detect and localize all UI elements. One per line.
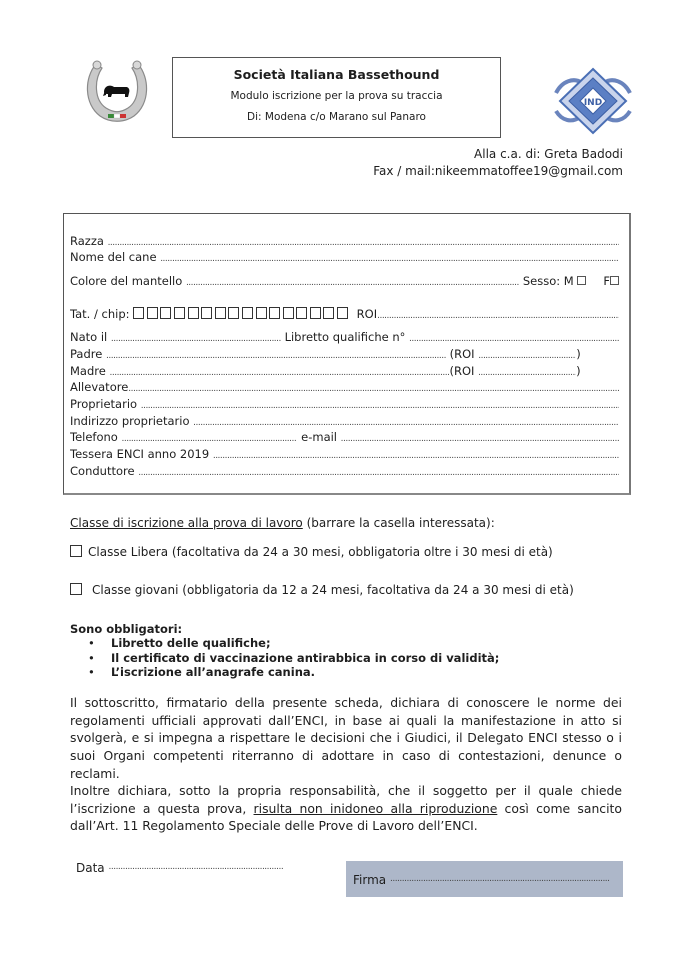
label-proprietario: Proprietario xyxy=(70,397,138,411)
chip-digit-box[interactable] xyxy=(215,307,226,319)
form-subtitle: Modulo iscrizione per la prova su traccia xyxy=(230,90,443,102)
field-nato-libretto[interactable] xyxy=(70,330,619,344)
option-classe-giovani[interactable] xyxy=(70,583,574,597)
label-sesso-f: F xyxy=(603,274,610,288)
requirements-heading: Sono obbligatori: xyxy=(70,622,183,636)
chip-digit-box[interactable] xyxy=(228,307,239,319)
chip-digit-box[interactable] xyxy=(174,307,185,319)
chip-digit-box[interactable] xyxy=(323,307,334,319)
chip-input-boxes[interactable] xyxy=(133,307,351,321)
input-conduttore[interactable] xyxy=(138,468,619,478)
field-colore-sesso[interactable] xyxy=(70,274,619,288)
input-libretto[interactable] xyxy=(409,334,619,344)
label-madre: Madre xyxy=(70,364,106,378)
field-telefono-email[interactable] xyxy=(70,430,619,444)
input-razza[interactable] xyxy=(108,238,619,248)
organization-title: Società Italiana Bassethound xyxy=(233,67,440,82)
dog-info-form xyxy=(63,213,631,495)
label-conduttore: Conduttore xyxy=(70,464,135,478)
label-razza: Razza xyxy=(70,234,104,248)
classe-heading-underlined: Classe di iscrizione alla prova di lavoro xyxy=(70,516,303,530)
input-padre[interactable] xyxy=(106,351,446,361)
input-padre-roi[interactable] xyxy=(478,351,576,361)
input-firma[interactable] xyxy=(390,874,610,884)
label-allevatore: Allevatore xyxy=(70,380,129,394)
declaration-p2-start: Inoltre dichiara, sotto la propria responsabilità, che il soggetto per il quale chiede l’iscrizione a questa prova, xyxy=(70,783,622,816)
field-indirizzo[interactable] xyxy=(70,414,619,428)
chip-digit-box[interactable] xyxy=(201,307,212,319)
declaration-paragraph-2 xyxy=(70,782,622,835)
date-field[interactable] xyxy=(76,861,283,875)
enci-emblem-icon xyxy=(552,63,634,137)
field-nome-cane[interactable] xyxy=(70,250,619,264)
input-proprietario[interactable] xyxy=(141,401,619,411)
input-data[interactable] xyxy=(108,862,283,872)
event-location: Di: Modena c/o Marano sul Panaro xyxy=(247,111,426,123)
label-nato: Nato il xyxy=(70,330,108,344)
chip-digit-box[interactable] xyxy=(256,307,267,319)
field-proprietario[interactable] xyxy=(70,397,619,411)
enci-logo xyxy=(552,63,634,137)
label-sesso: Sesso: M xyxy=(522,274,574,288)
input-telefono[interactable] xyxy=(121,434,297,444)
classe-heading xyxy=(70,516,495,530)
declaration-p2-end: così come sancito dall’Art. 11 Regolamento Speciale delle Prove di Lavoro dell’ENCI. xyxy=(70,800,622,834)
label-firma: Firma xyxy=(353,873,387,887)
chip-digit-box[interactable] xyxy=(310,307,321,319)
chip-digit-box[interactable] xyxy=(337,307,348,319)
label-email: e-mail xyxy=(301,430,338,444)
enci-logo-text: IND xyxy=(583,98,603,108)
label-chip-roi: ROI xyxy=(356,307,378,321)
label-indirizzo: Indirizzo proprietario xyxy=(70,414,190,428)
input-nato[interactable] xyxy=(111,334,281,344)
checkbox-classe-libera[interactable] xyxy=(70,545,82,557)
roi-close: ) xyxy=(576,364,581,378)
header-box xyxy=(172,57,501,138)
checkbox-sesso-f[interactable] xyxy=(610,276,619,285)
chip-digit-box[interactable] xyxy=(147,307,158,319)
field-padre[interactable] xyxy=(70,347,619,361)
checkbox-classe-giovani[interactable] xyxy=(70,583,82,595)
label-madre-roi: (ROI xyxy=(449,364,475,378)
chip-digit-box[interactable] xyxy=(160,307,171,319)
input-madre-roi[interactable] xyxy=(478,368,576,378)
input-nome-cane[interactable] xyxy=(160,254,619,264)
field-allevatore[interactable] xyxy=(70,380,619,394)
input-colore[interactable] xyxy=(186,278,519,288)
label-padre: Padre xyxy=(70,347,103,361)
label-classe-libera: Classe Libera (facoltativa da 24 a 30 mesi, obbligatoria oltre i 30 mesi di età) xyxy=(88,545,553,559)
horseshoe-icon xyxy=(82,56,152,126)
input-chip-roi[interactable] xyxy=(377,311,619,321)
input-madre[interactable] xyxy=(109,368,449,378)
chip-digit-box[interactable] xyxy=(188,307,199,319)
classe-heading-rest: (barrare la casella interessata): xyxy=(302,516,495,530)
field-chip[interactable] xyxy=(70,307,619,321)
requirement-item: • Libretto delle qualifiche; xyxy=(88,636,499,651)
field-madre[interactable] xyxy=(70,364,619,378)
recipient-attention: Alla c.a. di: Greta Badodi xyxy=(474,147,623,161)
chip-digit-box[interactable] xyxy=(242,307,253,319)
chip-digit-box[interactable] xyxy=(296,307,307,319)
label-libretto: Libretto qualifiche n° xyxy=(284,330,406,344)
input-allevatore[interactable] xyxy=(128,384,619,394)
chip-digit-box[interactable] xyxy=(269,307,280,319)
declaration-paragraph-1: Il sottoscritto, firmatario della presente scheda, dichiara di conoscere le norme dei regolamenti ufficiali approvati dall’ENCI, in base ai quali la manifestazione in atto si svolgerà, e si impegna a rispettare le decisioni che i Giudici, il Delegato ENCI stesso o i suoi Organi competenti riterranno di adottare in caso di contestazioni, denunce o reclami. xyxy=(70,695,622,781)
sib-logo xyxy=(82,56,152,126)
input-indirizzo[interactable] xyxy=(193,418,619,428)
input-tessera[interactable] xyxy=(213,451,619,461)
label-colore: Colore del mantello xyxy=(70,274,183,288)
label-padre-roi: (ROI xyxy=(449,347,475,361)
recipient-contact[interactable]: Fax / mail:nikeemmatoffee19@gmail.com xyxy=(373,164,623,178)
field-razza[interactable] xyxy=(70,234,619,248)
input-email[interactable] xyxy=(341,434,619,444)
option-classe-libera[interactable] xyxy=(70,545,553,559)
roi-close: ) xyxy=(576,347,581,361)
chip-digit-box[interactable] xyxy=(133,307,144,319)
checkbox-sesso-m[interactable] xyxy=(577,276,586,285)
signature-field[interactable] xyxy=(346,861,623,897)
label-nome-cane: Nome del cane xyxy=(70,250,157,264)
label-data: Data xyxy=(76,861,105,875)
requirement-item: • Il certificato di vaccinazione antirabbica in corso di validità; xyxy=(88,651,499,666)
field-tessera[interactable] xyxy=(70,447,619,461)
chip-digit-box[interactable] xyxy=(283,307,294,319)
label-chip: Tat. / chip: xyxy=(70,307,130,321)
recipient-block xyxy=(373,146,623,180)
requirements-list xyxy=(88,636,499,680)
label-tessera: Tessera ENCI anno 2019 xyxy=(70,447,210,461)
field-conduttore[interactable] xyxy=(70,464,619,478)
label-classe-giovani: Classe giovani (obbligatoria da 12 a 24 mesi, facoltativa da 24 a 30 mesi di età) xyxy=(92,583,574,597)
label-telefono: Telefono xyxy=(70,430,118,444)
declaration-p2-underlined: risulta non inidoneo alla riproduzione xyxy=(253,800,498,816)
requirement-item: • L’iscrizione all’anagrafe canina. xyxy=(88,665,499,680)
